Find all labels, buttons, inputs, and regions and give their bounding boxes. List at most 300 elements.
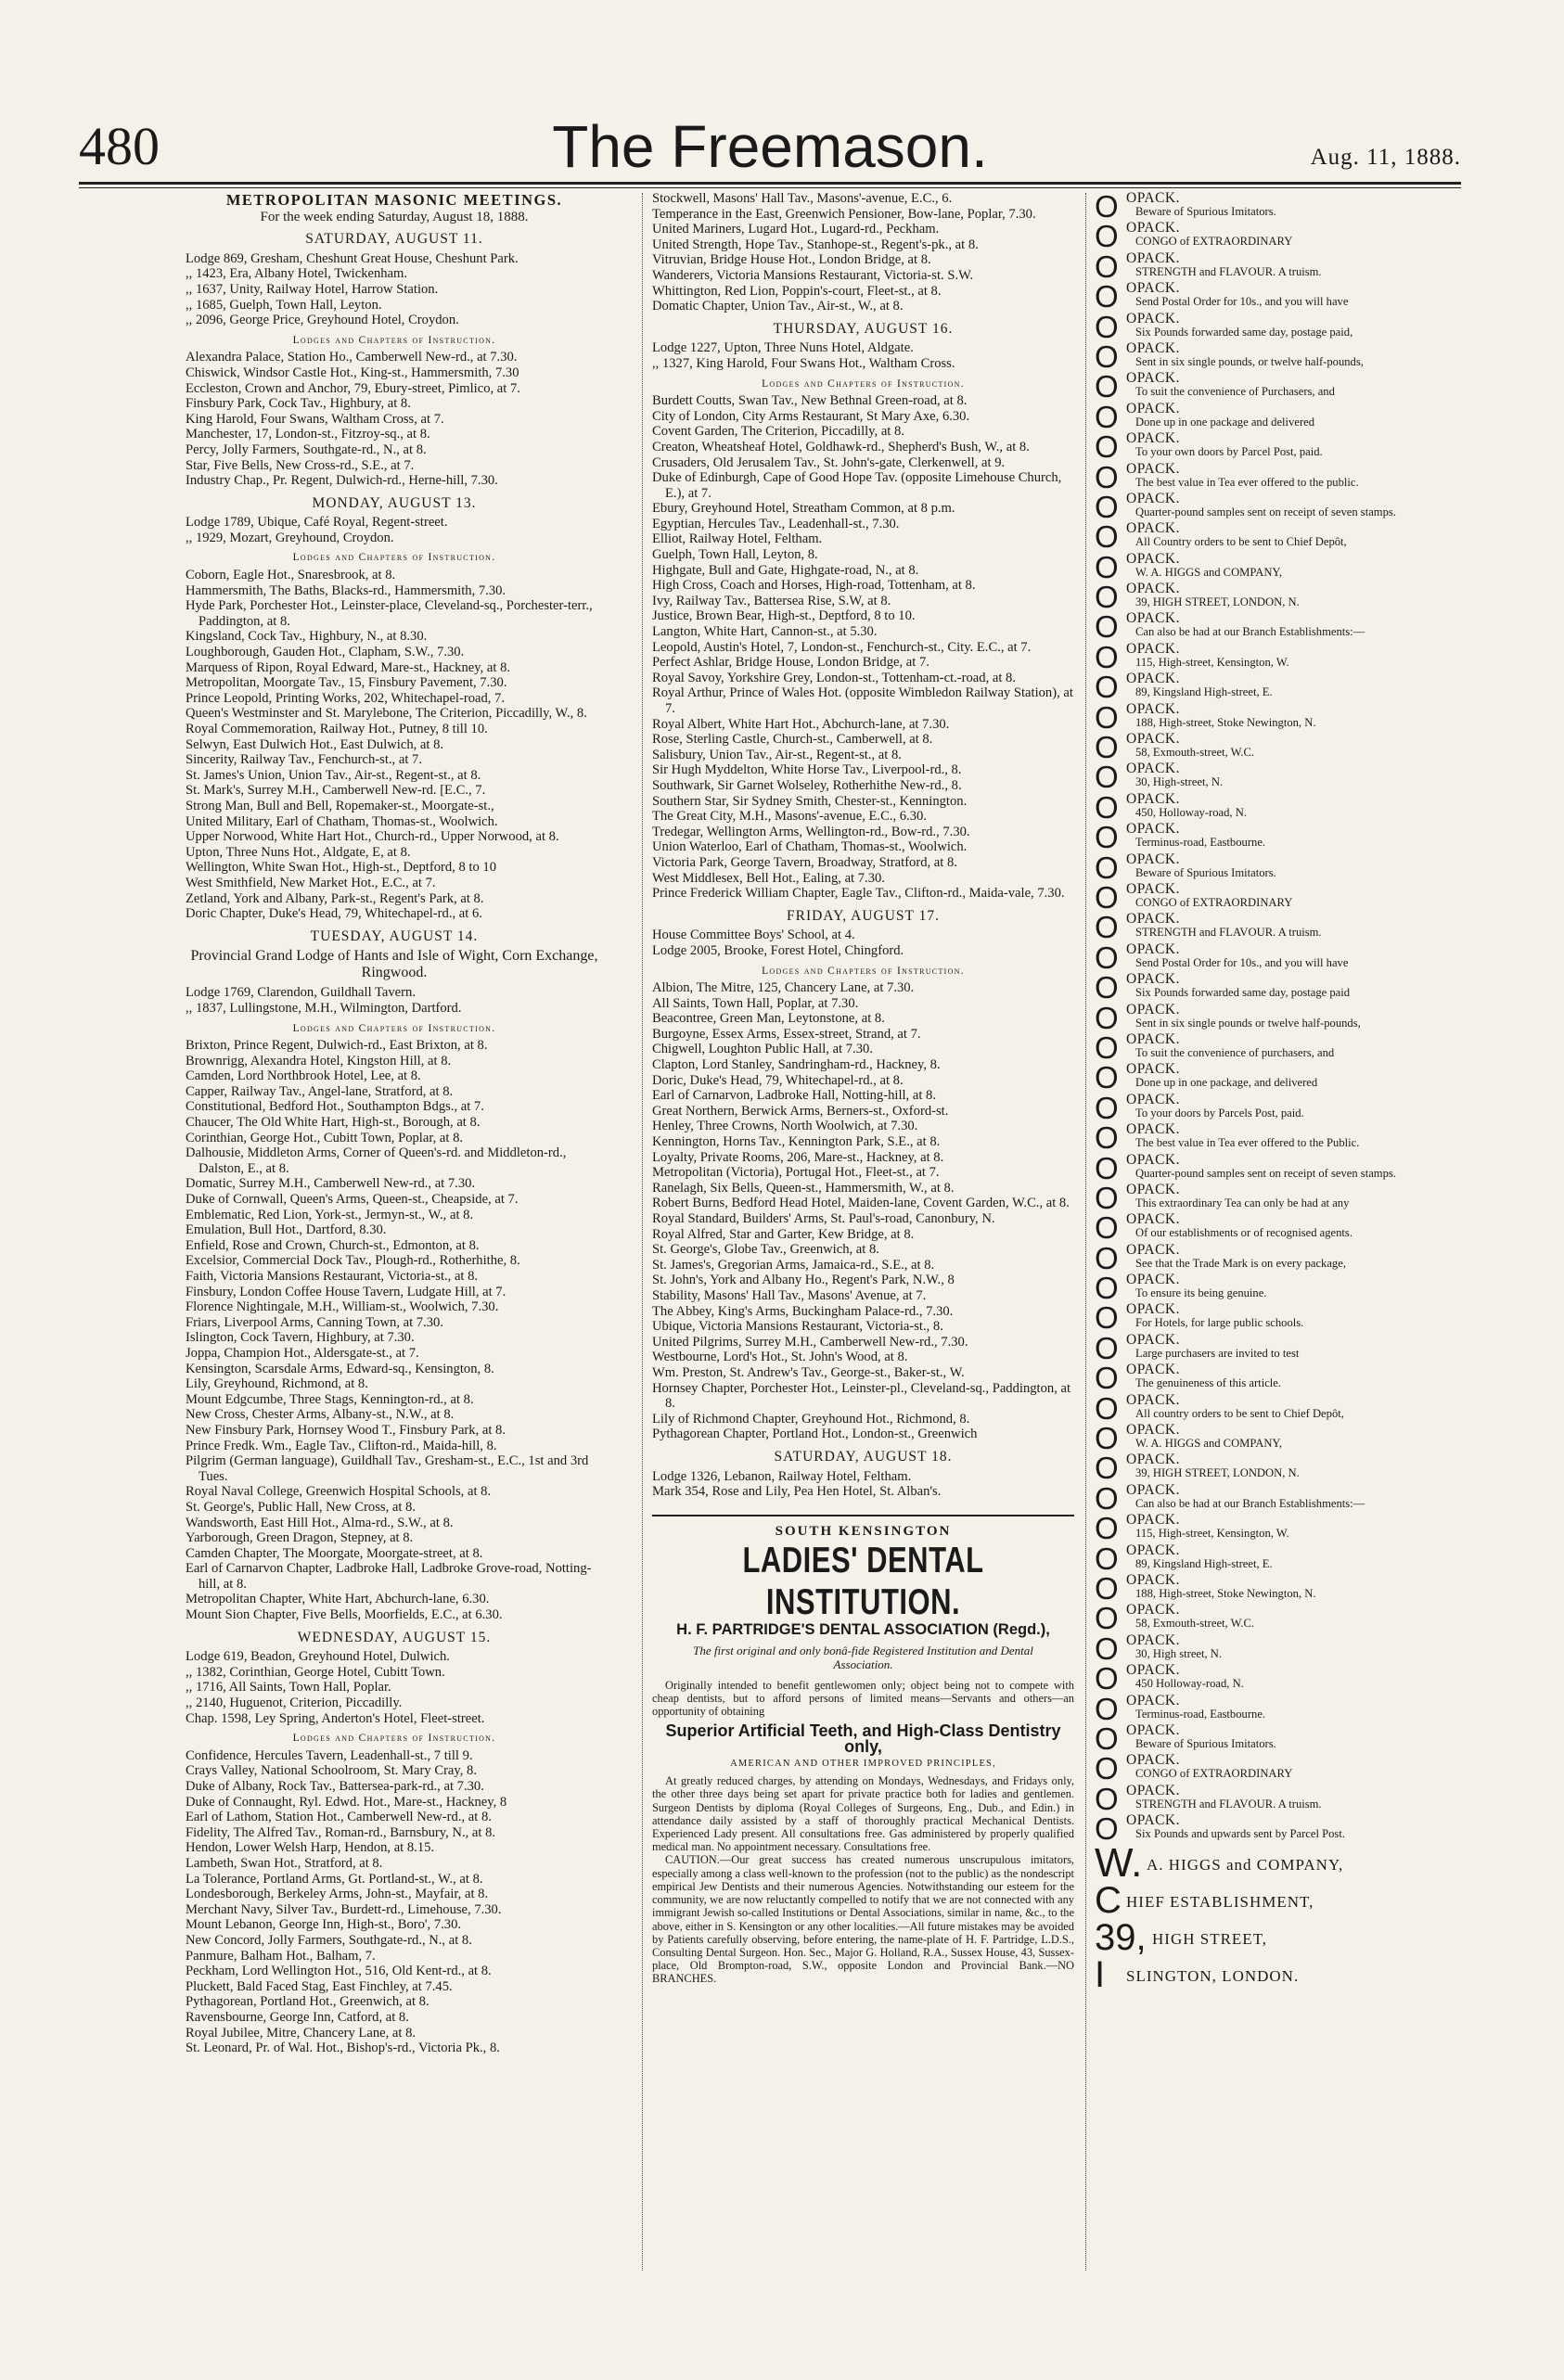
instruction-entry: Albion, The Mitre, 125, Chancery Lane, at 7.30. [652, 980, 915, 996]
opack-line: CONGO of EXTRAORDINARY [1135, 895, 1293, 909]
instruction-entry: Rose, Sterling Castle, Church-st., Camberwell, at 8. [652, 732, 933, 748]
instruction-entry: Ubique, Victoria Mansions Restaurant, Victoria-st., 8. [652, 1319, 943, 1335]
instruction-entry: Leopold, Austin's Hotel, 7, London-st., Fenchurch-st., City. E.C., at 7. [652, 639, 1032, 655]
instruction-entry: Prince Frederick William Chapter, Eagle Tav., Clifton-rd., Maida-vale, 7.30. [652, 886, 1065, 902]
instruction-entry: Merchant Navy, Silver Tav., Burdett-rd., Limehouse, 7.30. [186, 1901, 502, 1917]
opack-row [1095, 1210, 1466, 1246]
instruction-entry: Emblematic, Red Lion, York-st., Jermyn-st., W., at 8. [186, 1207, 474, 1222]
instruction-entry: Pythagorean Chapter, Portland Hot., London-st., Greenwich [652, 1427, 978, 1442]
opack-row [1095, 1691, 1466, 1726]
instruction-entry: Perfect Ashlar, Bridge House, London Bridge, at 7. [652, 655, 929, 671]
opack-keyword: OPACK. [1126, 911, 1180, 928]
instruction-entry: New Finsbury Park, Hornsey Wood T., Finsbury Park, at 8. [186, 1422, 506, 1438]
instruction-entry: Star, Five Bells, New Cross-rd., S.E., at 7. [186, 457, 415, 473]
opack-line: 188, High-street, Stoke Newington, N. [1135, 715, 1316, 729]
opack-row [1095, 1330, 1466, 1365]
opack-row [1095, 1150, 1466, 1185]
opack-line: Send Postal Order for 10s., and you will have [1135, 295, 1349, 309]
lodge-entry: ,, 1685, Guelph, Town Hall, Leyton. [186, 297, 382, 313]
opack-initial: O [1095, 1150, 1119, 1185]
instruction-entry: Eccleston, Crown and Anchor, 79, Ebury-street, Pimlico, at 7. [186, 380, 520, 396]
opack-keyword: OPACK. [1126, 1512, 1180, 1529]
opack-keyword: OPACK. [1126, 671, 1180, 687]
opack-initial: O [1095, 1661, 1119, 1696]
lodge-list [186, 1649, 603, 1726]
opack-row [1095, 519, 1466, 555]
opack-keyword: OPACK. [1126, 550, 1180, 567]
opack-initial: O [1095, 639, 1119, 674]
instruction-entry: Duke of Connaught, Ryl. Edwd. Hot., Mare-st., Hackney, 8 [186, 1794, 507, 1810]
instruction-list [652, 393, 1074, 902]
opack-row [1095, 249, 1466, 284]
lodge-entry: ,, 1327, King Harold, Four Swans Hot., Waltham Cross. [652, 355, 955, 371]
opack-keyword: OPACK. [1126, 790, 1180, 807]
opack-line: Large purchasers are invited to test [1135, 1346, 1300, 1360]
instruction-entry: Corinthian, George Hot., Cubitt Town, Poplar, at 8. [186, 1130, 464, 1145]
opack-row [1095, 580, 1466, 615]
opack-keyword: OPACK. [1126, 310, 1180, 326]
instruction-entry: Robert Burns, Bedford Head Hotel, Maiden-lane, Covent Garden, W.C., at 8. [652, 1196, 1070, 1211]
instruction-entry: Wanderers, Victoria Mansions Restaurant, Victoria-st. S.W. [652, 267, 974, 283]
opack-row [1095, 1421, 1466, 1456]
instruction-entry: Panmure, Balham Hot., Balham, 7. [186, 1948, 376, 1964]
opack-initial: O [1095, 1180, 1119, 1215]
opack-initial: O [1095, 339, 1119, 374]
opack-line: 30, High-street, N. [1135, 775, 1224, 789]
instruction-entry: Earl of Carnarvon Chapter, Ladbroke Hall, Ladbroke Grove-road, Notting-hill, at 8. [186, 1561, 592, 1592]
opack-line: The best value in Tea ever offered to the public. [1135, 475, 1359, 489]
opack-row [1095, 489, 1466, 524]
opack-initial: O [1095, 1511, 1119, 1546]
opack-initial: O [1095, 1390, 1119, 1426]
lodge-entry: Lodge 619, Beadon, Greyhound Hotel, Dulwich. [186, 1649, 450, 1665]
opack-initial: O [1095, 910, 1119, 945]
opack-row [1095, 940, 1466, 975]
opack-keyword: OPACK. [1126, 1721, 1180, 1738]
provincial-grand-lodge: Provincial Grand Lodge of Hants and Isle of Wight, Corn Exchange, Ringwood. [190, 948, 598, 981]
opack-initial: O [1095, 1030, 1119, 1065]
opack-keyword: OPACK. [1126, 1211, 1180, 1228]
opack-row [1095, 609, 1466, 645]
lodge-entry: ,, 1716, All Saints, Town Hall, Poplar. [186, 1680, 391, 1695]
opack-line: 115, High-street, Kensington, W. [1135, 1527, 1289, 1541]
lodge-entry: Mark 354, Rose and Lily, Pea Hen Hotel, St. Alban's. [652, 1484, 942, 1500]
opack-row [1095, 1751, 1466, 1786]
opack-line: 39, HIGH STREET, LONDON, N. [1135, 595, 1300, 609]
lodge-list [652, 340, 1074, 371]
signature-line [1095, 1840, 1466, 1887]
opack-initial: O [1095, 1240, 1119, 1275]
opack-row [1095, 910, 1466, 945]
instruction-entry: New Cross, Chester Arms, Albany-st., N.W., at 8. [186, 1407, 455, 1423]
instruction-entry: Lily of Richmond Chapter, Greyhound Hot., Richmond, 8. [652, 1411, 970, 1427]
signature-initial: C [1095, 1880, 1122, 1922]
issue-date: Aug. 11, 1888. [1310, 145, 1461, 170]
signature-line [1095, 1917, 1466, 1959]
opack-line: 39, HIGH STREET, LONDON, N. [1135, 1466, 1300, 1480]
instruction-entry: Ravensbourne, George Inn, Catford, at 8. [186, 2009, 409, 2025]
opack-row [1095, 1451, 1466, 1486]
opack-keyword: OPACK. [1126, 1181, 1180, 1197]
instruction-list [186, 568, 603, 922]
instruction-entry: Percy, Jolly Farmers, Southgate-rd., N., at 8. [186, 441, 427, 457]
lodge-list [652, 1469, 1074, 1500]
instruction-entry: Henley, Three Crowns, North Woolwich, at 7.30. [652, 1119, 918, 1134]
instruction-entry: Whittington, Red Lion, Poppin's-court, Fleet-st., at 8. [652, 283, 942, 299]
instruction-entry: Westbourne, Lord's Hot., St. John's Wood, at 8. [652, 1350, 908, 1365]
instruction-entry: Camden, Lord Northbrook Hotel, Lee, at 8. [186, 1068, 421, 1084]
instruction-entry: Upper Norwood, White Hart Hot., Church-rd., Upper Norwood, at 8. [186, 829, 559, 845]
instruction-entry: Royal Arthur, Prince of Wales Hot. (opposite Wimbledon Railway Station), at 7. [652, 685, 1073, 716]
instruction-entry: Loughborough, Gauden Hot., Clapham, S.W., 7.30. [186, 645, 465, 660]
instruction-entry: Royal Albert, White Hart Hot., Abchurch-lane, at 7.30. [652, 716, 950, 732]
instruction-entry: Crusaders, Old Jerusalem Tav., St. John's-gate, Clerkenwell, at 9. [652, 454, 1006, 470]
opack-keyword: OPACK. [1126, 821, 1180, 838]
instruction-entry: Brixton, Prince Regent, Dulwich-rd., East Brixton, at 8. [186, 1038, 488, 1054]
opack-line: W. A. HIGGS and COMPANY, [1135, 565, 1283, 579]
instruction-entry: Mount Lebanon, George Inn, High-st., Boro', 7.30. [186, 1917, 462, 1933]
lodge-entry: Lodge 1326, Lebanon, Railway Hotel, Feltham. [652, 1468, 912, 1484]
opack-row [1095, 670, 1466, 705]
opack-line: Of our establishments or of recognised agents. [1135, 1226, 1352, 1240]
opack-row [1095, 1120, 1466, 1156]
instruction-heading: Lodges and Chapters of Instruction. [292, 1022, 496, 1034]
opack-line: Can also be had at our Branch Establishments:— [1135, 625, 1365, 639]
opack-initial: O [1095, 1271, 1119, 1306]
opack-initial: O [1095, 519, 1119, 555]
opack-initial: O [1095, 699, 1119, 735]
lodge-entry: Lodge 869, Gresham, Cheshunt Great House, Cheshunt Park. [186, 250, 519, 266]
instruction-entry: Temperance in the East, Greenwich Pensioner, Bow-lane, Poplar, 7.30. [652, 206, 1036, 222]
opack-row [1095, 399, 1466, 434]
opack-keyword: OPACK. [1126, 280, 1180, 297]
instruction-entry: Royal Jubilee, Mitre, Chancery Lane, at 8. [186, 2025, 417, 2041]
instruction-entry: Selwyn, East Dulwich Hot., East Dulwich, at 8. [186, 736, 444, 752]
instruction-entry: Kingsland, Cock Tav., Highbury, N., at 8.30. [186, 629, 428, 645]
opack-keyword: OPACK. [1126, 1752, 1180, 1769]
opack-keyword: OPACK. [1126, 1782, 1180, 1798]
opack-line: Send Postal Order for 10s., and you will have [1135, 955, 1349, 969]
instruction-entry: West Middlesex, Bell Hot., Ealing, at 7.30. [652, 870, 885, 886]
advert-bold-line: Superior Artificial Teeth, and High-Class Dentistry only, [665, 1721, 1061, 1757]
day-heading: SATURDAY, AUGUST 18. [774, 1448, 953, 1465]
instruction-entry: Pluckett, Bald Faced Stag, East Finchley, at 7.45. [186, 1978, 453, 1994]
instruction-entry: Finsbury, London Coffee House Tavern, Ludgate Hill, at 7. [186, 1284, 506, 1299]
instruction-entry: United Military, Earl of Chatham, Thomas-st., Woolwich. [186, 813, 498, 829]
instruction-entry: Florence Nightingale, M.H., William-st., Woolwich, 7.30. [186, 1299, 499, 1315]
opack-line: Beware of Spurious Imitators. [1135, 205, 1276, 218]
opack-line: W. A. HIGGS and COMPANY, [1135, 1437, 1283, 1451]
instruction-entry: Creaton, Wheatsheaf Hotel, Goldhawk-rd., Shepherd's Bush, W., at 8. [652, 439, 1030, 454]
instruction-entry: Lily, Greyhound, Richmond, at 8. [186, 1376, 368, 1392]
opack-line: The genuineness of this article. [1135, 1376, 1282, 1390]
instruction-entry: Duke of Cornwall, Queen's Arms, Queen-st., Cheapside, at 7. [186, 1192, 519, 1208]
instruction-entry: The Great City, M.H., Masons'-avenue, E.C., 6.30. [652, 809, 927, 825]
opack-row [1095, 1271, 1466, 1306]
instruction-entry: St. James's, Gregorian Arms, Jamaica-rd., S.E., at 8. [652, 1257, 935, 1273]
instruction-entry: Prince Leopold, Printing Works, 202, Whitechapel-road, 7. [186, 690, 506, 706]
instruction-entry: Chigwell, Loughton Public Hall, at 7.30. [652, 1042, 873, 1057]
page-number: 480 [79, 116, 160, 176]
instruction-entry: Royal Alfred, Star and Garter, Kew Bridge, at 8. [652, 1226, 915, 1242]
instruction-entry: Metropolitan Chapter, White Hart, Abchurch-lane, 6.30. [186, 1592, 490, 1607]
lodge-entry: ,, 2096, George Price, Greyhound Hotel, Croydon. [186, 313, 459, 328]
signature-line [1095, 1880, 1466, 1922]
opack-initial: O [1095, 1000, 1119, 1035]
opack-keyword: OPACK. [1126, 1001, 1180, 1017]
instruction-entry: Southwark, Sir Garnet Wolseley, Rotherhithe New-rd., 8. [652, 777, 962, 793]
opack-line: Six Pounds and upwards sent by Parcel Post. [1135, 1827, 1345, 1841]
lodge-list [186, 251, 603, 328]
opack-line: 115, High-street, Kensington, W. [1135, 655, 1289, 669]
opack-line: Beware of Spurious Imitators. [1135, 1736, 1276, 1750]
opack-row [1095, 309, 1466, 344]
lodge-entry: ,, 1423, Era, Albany Hotel, Twickenham. [186, 266, 408, 282]
instruction-entry: Royal Naval College, Greenwich Hospital Schools, at 8. [186, 1484, 492, 1500]
instruction-entry: Marquess of Ripon, Royal Edward, Mare-st., Hackney, at 8. [186, 659, 511, 675]
opack-keyword: OPACK. [1126, 1362, 1180, 1378]
instruction-entry: Strong Man, Bull and Bell, Ropemaker-st., Moorgate-st., [186, 798, 494, 813]
day-heading: FRIDAY, AUGUST 17. [786, 907, 940, 924]
advert-tagline: The first original and only bonâ-fide Registered Institution and Dental Association. [693, 1643, 1033, 1671]
opack-line: For Hotels, for large public schools. [1135, 1316, 1304, 1330]
opack-line: Can also be had at our Branch Establishments:— [1135, 1496, 1365, 1510]
instruction-list [186, 350, 603, 488]
opack-initial: O [1095, 549, 1119, 584]
instruction-entry: Egyptian, Hercules Tav., Leadenhall-st., 7.30. [652, 516, 900, 531]
instruction-entry: Royal Standard, Builders' Arms, St. Paul's-road, Canonbury, N. [652, 1211, 995, 1226]
opack-line: STRENGTH and FLAVOUR. A truism. [1135, 1797, 1322, 1811]
opack-row [1095, 1601, 1466, 1636]
opack-keyword: OPACK. [1126, 430, 1180, 447]
opack-initial: O [1095, 1060, 1119, 1095]
lodge-entry: Chap. 1598, Ley Spring, Anderton's Hotel, Fleet-street. [186, 1710, 485, 1726]
opack-row [1095, 760, 1466, 795]
opack-initial: O [1095, 1570, 1119, 1606]
opack-line: 188, High-street, Stoke Newington, N. [1135, 1586, 1316, 1600]
opack-initial: O [1095, 219, 1119, 254]
opack-initial: O [1095, 820, 1119, 855]
dental-advert [652, 1524, 1074, 1986]
instruction-entry: Earl of Lathom, Station Hot., Camberwell New-rd., at 8. [186, 1810, 492, 1825]
instruction-entry: Joppa, Champion Hot., Aldersgate-st., at 7. [186, 1345, 419, 1361]
opack-line: Quarter-pound samples sent on receipt of seven stamps. [1135, 1166, 1396, 1180]
opack-keyword: OPACK. [1126, 520, 1180, 537]
opack-row [1095, 1390, 1466, 1426]
opack-keyword: OPACK. [1126, 1542, 1180, 1558]
opack-row [1095, 549, 1466, 584]
instruction-list [652, 980, 1074, 1442]
instruction-entry: Ivy, Railway Tav., Battersea Rise, S.W, at 8. [652, 593, 891, 608]
opack-row [1095, 1361, 1466, 1396]
opack-initial: O [1095, 1330, 1119, 1365]
opack-initial: O [1095, 580, 1119, 615]
instruction-entry: Stockwell, Masons' Hall Tav., Masons'-avenue, E.C., 6. [652, 191, 953, 206]
masthead-rule [79, 182, 1461, 185]
lodge-entry: ,, 1637, Unity, Railway Hotel, Harrow Station. [186, 281, 439, 297]
opack-line: Terminus-road, Eastbourne. [1135, 836, 1266, 850]
opack-line: CONGO of EXTRAORDINARY [1135, 235, 1293, 249]
instruction-entry: St. George's, Public Hall, New Cross, at 8. [186, 1499, 417, 1515]
instruction-entry: Lambeth, Swan Hot., Stratford, at 8. [186, 1855, 383, 1871]
instruction-entry: Prince Fredk. Wm., Eagle Tav., Clifton-rd., Maida-hill, 8. [186, 1438, 497, 1453]
opack-row [1095, 820, 1466, 855]
opack-keyword: OPACK. [1126, 1692, 1180, 1708]
masthead-rule-thin [79, 187, 1461, 188]
instruction-entry: Emulation, Bull Hot., Dartford, 8.30. [186, 1222, 387, 1238]
opack-line: This extraordinary Tea can only be had at any [1135, 1196, 1350, 1209]
instruction-entry: Hornsey Chapter, Porchester Hot., Leinster-pl., Cleveland-sq., Paddington, at 8. [652, 1380, 1071, 1412]
opack-keyword: OPACK. [1126, 761, 1180, 777]
opack-keyword: OPACK. [1126, 1331, 1180, 1348]
day-heading: WEDNESDAY, AUGUST 15. [297, 1629, 492, 1645]
opack-initial: O [1095, 1210, 1119, 1246]
instruction-entry: Pilgrim (German language), Guildhall Tav., Gresham-st., E.C., 1st and 3rd Tues. [186, 1453, 589, 1484]
opack-keyword: OPACK. [1126, 1061, 1180, 1078]
opack-keyword: OPACK. [1126, 731, 1180, 748]
advert-caution: CAUTION.—Our great success has created numerous unscrupulous imitators, especially among a class well-known to the profession (not to the public) as the nondescript empirical Jew Dentists and their numerous Agencies. Notwithstanding our esteem for the community, we are now reluctantly compelled to notify that we are not connected with any immigrant Jewish so-called Institutions or Dental Associations, similar in name, &c., to the above, either in S. Kensington or any other localities.—All future mistakes may be avoided by Patients carefully observing, before entering, the name-plate of H. F. Partridge, L.D.S., Consulting Dental Surgeon. Hon. Sec., Major G. Holland, R.A., Sussex House, 43, Sussex-place, Old Brompton-road, S.W., opposite London and Provincial Bank.—NO BRANCHES. [652, 1853, 1074, 1986]
instruction-entry: Loyalty, Private Rooms, 206, Mare-st., Hackney, at 8. [652, 1149, 944, 1165]
opack-line: Six Pounds forwarded same day, postage paid [1135, 986, 1351, 1000]
opack-row [1095, 1300, 1466, 1336]
instruction-entry: Covent Garden, The Criterion, Piccadilly, at 8. [652, 424, 904, 440]
masthead [79, 109, 1461, 180]
opack-line: 30, High street, N. [1135, 1646, 1223, 1660]
opack-row [1095, 850, 1466, 885]
advert-rule [652, 1515, 1074, 1516]
instruction-entry: Confidence, Hercules Tavern, Leadenhall-st., 7 till 9. [186, 1747, 473, 1763]
opack-row [1095, 1480, 1466, 1516]
lodge-entry: House Committee Boys' School, at 4. [652, 928, 855, 943]
lodge-entry: Lodge 1227, Upton, Three Nuns Hotel, Aldgate. [652, 340, 914, 356]
opack-row [1095, 1240, 1466, 1275]
advert-paragraph: Originally intended to benefit gentlewomen only; object being not to compete with cheap dentists, but to afford persons of limited means—Servants and others—an opportunity of obtaining [652, 1678, 1074, 1719]
instruction-entry: Clapton, Lord Stanley, Sandringham-rd., Hackney, 8. [652, 1057, 941, 1073]
opack-line: CONGO of EXTRAORDINARY [1135, 1767, 1293, 1781]
opack-row [1095, 219, 1466, 254]
opack-initial: O [1095, 1361, 1119, 1396]
instruction-entry: Burgoyne, Essex Arms, Essex-street, Strand, at 7. [652, 1026, 921, 1042]
day-heading: THURSDAY, AUGUST 16. [773, 320, 954, 337]
opack-row [1095, 1661, 1466, 1696]
opack-keyword: OPACK. [1126, 940, 1180, 957]
instruction-entry: Fidelity, The Alfred Tav., Roman-rd., Barnsbury, N., at 8. [186, 1824, 496, 1840]
opack-initial: O [1095, 760, 1119, 795]
opack-keyword: OPACK. [1126, 370, 1180, 387]
instruction-entry: St. John's, York and Albany Ho., Regent's Park, N.W., 8 [652, 1273, 955, 1288]
instruction-entry: Hendon, Lower Welsh Harp, Hendon, at 8.15. [186, 1840, 435, 1856]
advert-kicker: SOUTH KENSINGTON [775, 1523, 952, 1539]
lodge-entry: ,, 1837, Lullingstone, M.H., Wilmington, Dartford. [186, 1000, 462, 1016]
opack-row [1095, 1541, 1466, 1576]
opack-line: 89, Kingsland High-street, E. [1135, 685, 1273, 699]
instruction-entry: Ebury, Greyhound Hotel, Streatham Common, at 8 p.m. [652, 501, 955, 517]
column-divider [642, 193, 643, 2271]
instruction-list [186, 1748, 603, 2056]
meetings-column-1 [186, 191, 603, 2287]
opack-row [1095, 1631, 1466, 1666]
instruction-entry: Victoria Park, George Tavern, Broadway, Stratford, at 8. [652, 854, 957, 870]
instruction-entry: Hammersmith, The Baths, Blacks-rd., Hammersmith, 7.30. [186, 582, 506, 598]
lodge-entry: Lodge 2005, Brooke, Forest Hotel, Chingford. [652, 942, 904, 958]
signature-text: HIEF ESTABLISHMENT, [1126, 1893, 1314, 1912]
instruction-entry: Dalhousie, Middleton Arms, Corner of Queen's-rd. and Middleton-rd., Dalston, E., at 8. [186, 1145, 567, 1176]
opack-keyword: OPACK. [1126, 220, 1180, 237]
lodge-list [652, 928, 1074, 958]
opack-initial: O [1095, 309, 1119, 344]
instruction-entry: St. Mark's, Surrey M.H., Camberwell New-rd. [E.C., 7. [186, 783, 486, 799]
instruction-entry: Constitutional, Bedford Hot., Southampton Bdgs., at 7. [186, 1099, 484, 1115]
instruction-entry: Earl of Carnarvon, Ladbroke Hall, Notting-hill, at 8. [652, 1088, 936, 1104]
instruction-entry: Domatic Chapter, Union Tav., Air-st., W., at 8. [652, 299, 904, 314]
opack-keyword: OPACK. [1126, 191, 1180, 206]
instruction-entry: St. Leonard, Pr. of Wal. Hot., Bishop's-rd., Victoria Pk., 8. [186, 2041, 500, 2056]
opack-line: 58, Exmouth-street, W.C. [1135, 1617, 1255, 1631]
instruction-entry: Londesborough, Berkeley Arms, John-st., Mayfair, at 8. [186, 1887, 489, 1902]
instruction-list [652, 191, 1074, 314]
instruction-entry: Highgate, Bull and Gate, Highgate-road, N., at 8. [652, 562, 919, 578]
instruction-entry: The Abbey, King's Arms, Buckingham Palace-rd., 7.30. [652, 1303, 954, 1319]
opack-keyword: OPACK. [1126, 1422, 1180, 1439]
opack-keyword: OPACK. [1126, 1571, 1180, 1588]
opack-keyword: OPACK. [1126, 400, 1180, 416]
instruction-entry: Zetland, York and Albany, Park-st., Regent's Park, at 8. [186, 890, 484, 906]
column-divider [1085, 193, 1086, 2271]
instruction-entry: Duke of Albany, Rock Tav., Battersea-park-rd., at 7.30. [186, 1779, 484, 1794]
opack-initial: O [1095, 1781, 1119, 1816]
instruction-entry: Pythagorean, Portland Hot., Greenwich, at 8. [186, 1994, 429, 2010]
instruction-entry: High Cross, Coach and Horses, High-road, Tottenham, at 8. [652, 578, 976, 594]
opack-keyword: OPACK. [1126, 1272, 1180, 1288]
lodge-entry: Lodge 1769, Clarendon, Guildhall Tavern. [186, 985, 416, 1001]
opack-initial: O [1095, 459, 1119, 494]
signature-initial: I [1095, 1954, 1106, 1996]
opack-line: The best value in Tea ever offered to the Public. [1135, 1136, 1360, 1150]
opack-initial: O [1095, 940, 1119, 975]
instruction-entry: Mount Sion Chapter, Five Bells, Moorfields, E.C., at 6.30. [186, 1607, 503, 1623]
instruction-entry: Burdett Coutts, Swan Tav., New Bethnal Green-road, at 8. [652, 393, 968, 409]
opack-row [1095, 879, 1466, 915]
publication-title: The Freemason. [552, 113, 988, 180]
instruction-entry: Vitruvian, Bridge House Hot., London Bridge, at 8. [652, 252, 931, 268]
instruction-entry: Duke of Edinburgh, Cape of Good Hope Tav. (opposite Limehouse Church, E.), at 7. [652, 470, 1062, 501]
instruction-entry: Friars, Liverpool Arms, Canning Town, at 7.30. [186, 1314, 443, 1330]
instruction-entry: Queen's Westminster and St. Marylebone, The Criterion, Piccadilly, W., 8. [186, 706, 587, 722]
opack-initial: O [1095, 1721, 1119, 1756]
opack-signature [1095, 1840, 1466, 1996]
instruction-entry: Chaucer, The Old White Hart, High-st., Borough, at 8. [186, 1115, 481, 1131]
opack-initial: O [1095, 1601, 1119, 1636]
instruction-entry: Chiswick, Windsor Castle Hot., King-st., Hammersmith, 7.30 [186, 365, 519, 380]
opack-initial: O [1095, 1090, 1119, 1125]
opack-initial: O [1095, 1541, 1119, 1576]
instruction-entry: Stability, Masons' Hall Tav., Masons' Avenue, at 7. [652, 1287, 927, 1303]
opack-initial: O [1095, 1751, 1119, 1786]
advert-paragraph: At greatly reduced charges, by attending on Mondays, Wednesdays, and Fridays only, the other three days being set apart for private practice both for ladies and gentlemen. Surgeon Dentists by diploma (Royal Colleges of Surgeons, Eng., Dub., and Edin.) in attendance daily assisted by a staff of thoroughly practical Mechanical Dentists. Experienced Lady present. All consultations free. Gas administered by properly qualified medical man. No appointment necessary. Consultations free. [652, 1774, 1074, 1854]
meetings-title: METROPOLITAN MASONIC MEETINGS. [225, 191, 563, 209]
opack-line: Done up in one package, and delivered [1135, 1076, 1318, 1090]
instruction-entry: Guelph, Town Hall, Leyton, 8. [652, 547, 818, 563]
instruction-entry: All Saints, Town Hall, Poplar, at 7.30. [652, 995, 859, 1011]
signature-text: A. HIGGS and COMPANY, [1147, 1856, 1344, 1875]
opack-keyword: OPACK. [1126, 640, 1180, 657]
opack-keyword: OPACK. [1126, 1812, 1180, 1829]
opack-row [1095, 730, 1466, 765]
opack-row [1095, 1811, 1466, 1847]
instruction-entry: Capper, Railway Tav., Angel-lane, Stratford, at 8. [186, 1083, 454, 1099]
opack-line: Six Pounds forwarded same day, postage paid, [1135, 325, 1353, 339]
opack-initial: O [1095, 879, 1119, 915]
